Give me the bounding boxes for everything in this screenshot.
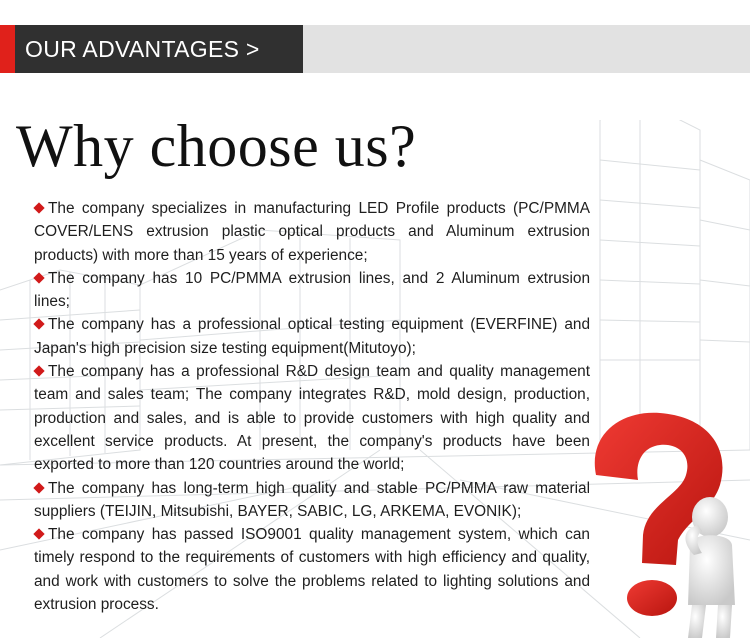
list-item-text: The company has long-term high quality and stable PC/PMMA raw material suppliers (TEIJIN, Mitsubishi, BAYER, SABIC, LG, ARKEMA, EVONIK); [34,479,590,520]
diamond-bullet-icon [33,365,44,376]
list-item [34,477,590,524]
diamond-bullet-icon [33,482,44,493]
section-header-label: OUR ADVANTAGES > [15,25,303,73]
list-item [34,523,590,616]
page-title: Why choose us? [16,113,417,179]
question-mark-thinker-icon [580,405,750,638]
list-item-text: The company has 10 PC/PMMA extrusion lines, and 2 Aluminum extrusion lines; [34,269,590,311]
diamond-bullet-icon [33,202,44,213]
list-item-text: The company has passed ISO9001 quality management system, which can timely respond to the requirements of customers with high efficiency and quality, and work with customers to solve the problems related to lighting solutions and extrusion process. [34,526,590,614]
list-item [34,267,590,314]
list-item-text: The company has a professional optical testing equipment (EVERFINE) and Japan's high precision size testing equipment(Mitutoyo); [34,316,590,357]
section-header-bar [0,25,750,73]
diamond-bullet-icon [33,272,44,283]
list-item [34,313,590,360]
list-item-text: The company specializes in manufacturing LED Profile products (PC/PMMA COVER/LENS extrusion plastic optical products and Aluminum extrusion products) with more than 15 years of experience; [34,200,590,264]
header-accent-stripe [0,25,15,73]
diamond-bullet-icon [33,319,44,330]
list-item [34,360,590,476]
diamond-bullet-icon [33,528,44,539]
list-item [34,197,590,267]
advantages-list [34,197,590,616]
list-item-text: The company has a professional R&D design team and quality management team and sales team; The company integrates R&D, mold design, production, production and sales, and is able to provide customers with high quality and excellent service products. At present, the company's products have been exported to more than 120 countries around the world; [34,363,590,474]
